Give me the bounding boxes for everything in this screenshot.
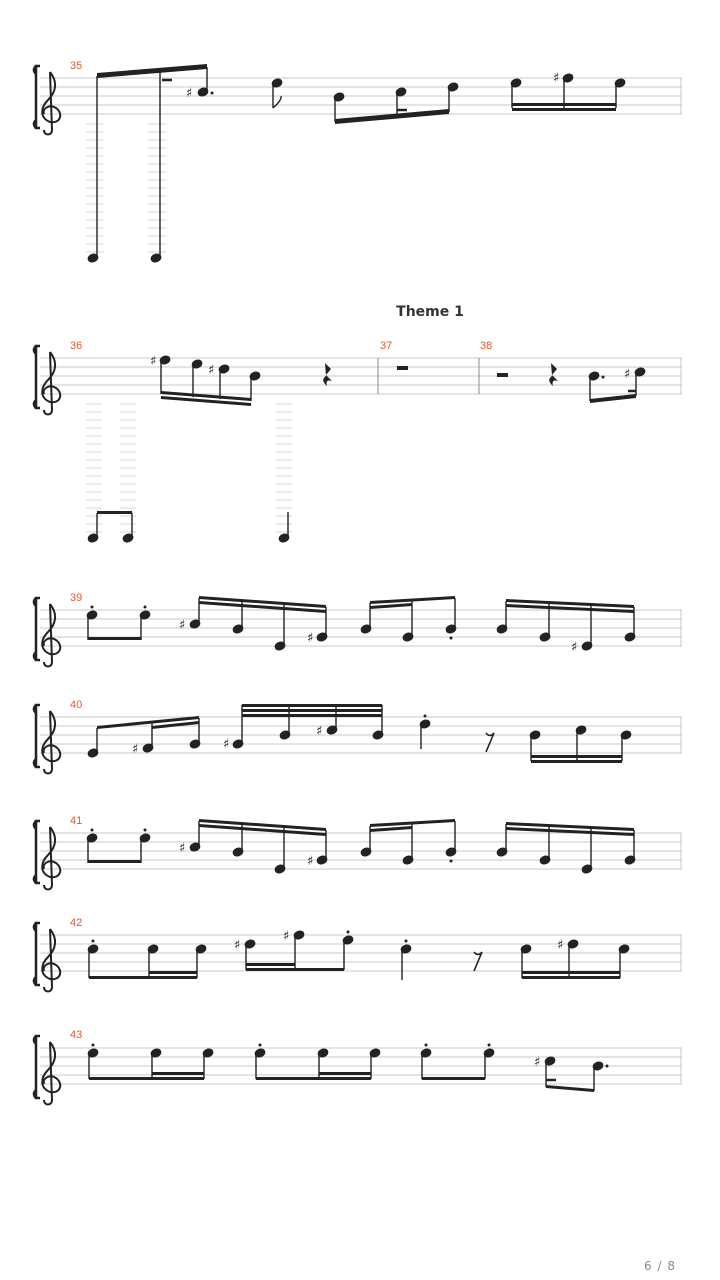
system-bracket-icon <box>34 1036 40 1098</box>
treble-clef-icon <box>42 72 60 135</box>
svg-text:♯: ♯ <box>223 737 230 752</box>
system-bracket-icon <box>34 346 40 408</box>
staff-system-7 <box>0 1026 720 1106</box>
treble-clef-icon <box>42 827 60 890</box>
measure-number-42: 42 <box>70 917 83 929</box>
measure-number-39: 39 <box>70 592 83 604</box>
svg-text:♯: ♯ <box>283 929 290 944</box>
notes-m36-38 <box>87 354 646 543</box>
svg-text:♯: ♯ <box>208 363 215 378</box>
quarter-rest-icon <box>549 363 558 386</box>
staff-system-2 <box>0 330 720 550</box>
staff-lines <box>40 610 682 646</box>
page-indicator: 6 / 8 <box>644 1259 676 1273</box>
staff-lines <box>40 935 682 971</box>
svg-text:♯: ♯ <box>553 71 560 86</box>
staff-system-3 <box>0 588 720 668</box>
treble-clef-icon <box>42 929 60 992</box>
staff-system-1 <box>0 50 720 280</box>
measure-number-40: 40 <box>70 699 83 711</box>
treble-clef-icon <box>42 711 60 774</box>
svg-text:♯: ♯ <box>316 724 323 739</box>
svg-text:♯: ♯ <box>179 841 186 856</box>
svg-text:♯: ♯ <box>234 938 241 953</box>
measure-number-38: 38 <box>480 340 493 352</box>
svg-text:♯: ♯ <box>307 631 314 646</box>
svg-text:♯: ♯ <box>186 86 193 101</box>
svg-text:♯: ♯ <box>307 854 314 869</box>
staff-lines <box>40 358 682 394</box>
sixteenth-rest-icon <box>486 733 494 752</box>
svg-text:♯: ♯ <box>150 354 157 369</box>
svg-text:♯: ♯ <box>179 618 186 633</box>
measure-number-35: 35 <box>70 60 83 72</box>
measure-number-36: 36 <box>70 340 83 352</box>
staff-lines <box>40 833 682 869</box>
svg-text:♯: ♯ <box>557 938 564 953</box>
staff-system-4 <box>0 696 720 776</box>
svg-text:♯: ♯ <box>624 367 631 382</box>
measure-number-37: 37 <box>380 340 393 352</box>
notes-m40 <box>87 704 632 763</box>
system-bracket-icon <box>34 705 40 767</box>
svg-text:♯: ♯ <box>571 640 578 655</box>
half-rest-icon <box>497 373 508 377</box>
ledger-lines <box>86 124 166 252</box>
treble-clef-icon <box>42 1042 60 1105</box>
measure-number-41: 41 <box>70 815 83 827</box>
notes-m43 <box>87 1044 608 1093</box>
section-label: Theme 1 <box>396 304 464 320</box>
system-bracket-icon <box>34 66 40 128</box>
measure-number-43: 43 <box>70 1029 83 1041</box>
staff-system-5 <box>0 812 720 892</box>
system-bracket-icon <box>34 821 40 883</box>
system-bracket-icon <box>34 598 40 660</box>
svg-text:♯: ♯ <box>534 1055 541 1070</box>
notes-m41 <box>86 819 636 874</box>
notes-m42 <box>87 929 630 980</box>
quarter-rest-icon <box>323 363 332 386</box>
svg-text:♯: ♯ <box>132 742 139 757</box>
notes-m35 <box>87 64 626 263</box>
treble-clef-icon <box>42 352 60 415</box>
treble-clef-icon <box>42 604 60 667</box>
whole-rest-icon <box>397 366 408 370</box>
staff-system-6 <box>0 914 720 994</box>
system-bracket-icon <box>34 923 40 985</box>
